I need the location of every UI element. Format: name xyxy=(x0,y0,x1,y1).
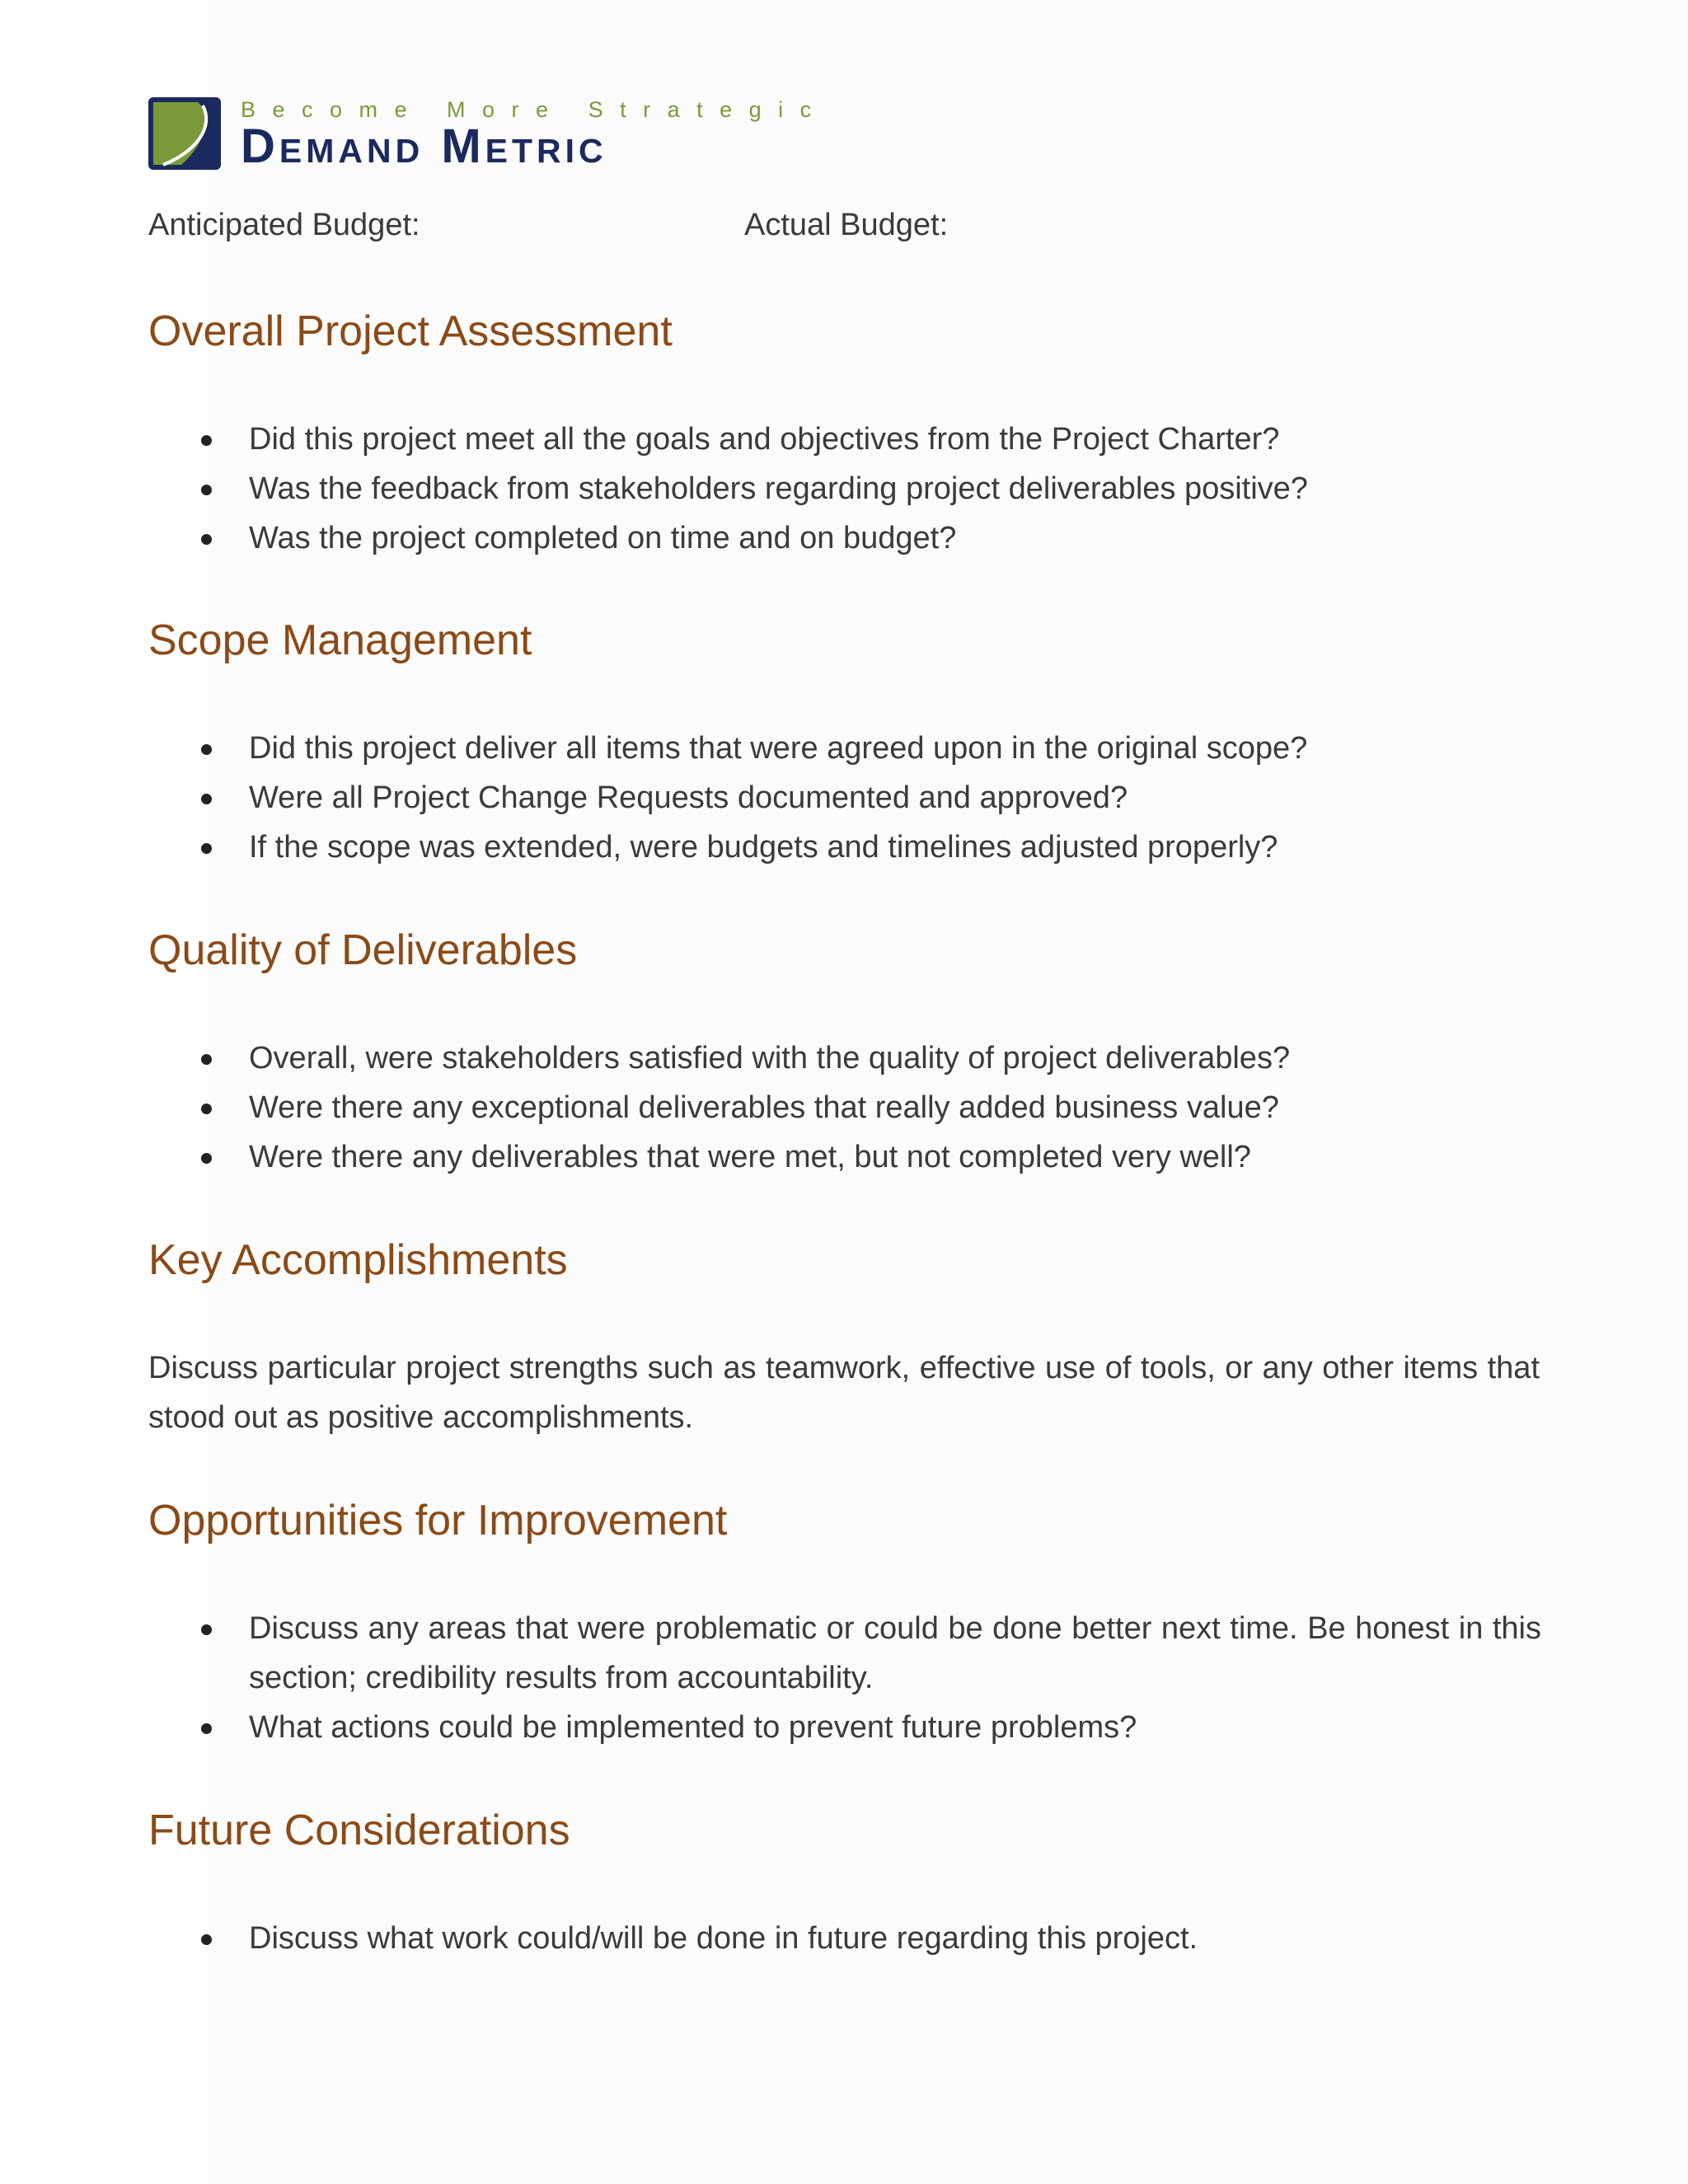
list-item-text: Did this project meet all the goals and objectives from the Project Charter? xyxy=(249,422,1280,457)
list-item-text: Did this project deliver all items that were agreed upon in the original scope? xyxy=(249,731,1308,766)
list-item-text: Were all Project Change Requests documented and approved? xyxy=(249,780,1128,815)
opportunities-for-improvement-list xyxy=(148,1604,1541,1752)
section-heading-future-considerations: Future Considerations xyxy=(148,1807,570,1854)
section-heading-opportunities-for-improvement: Opportunities for Improvement xyxy=(148,1497,728,1544)
bullet-icon xyxy=(201,485,212,495)
bullet-icon xyxy=(201,534,212,545)
list-item-text: If the scope was extended, were budgets and timelines adjusted properly? xyxy=(249,830,1278,865)
company-logo xyxy=(148,97,828,173)
bullet-icon xyxy=(201,1723,212,1734)
demand-metric-logo-icon xyxy=(148,97,221,170)
bullet-icon xyxy=(201,744,212,755)
list-item xyxy=(148,823,1541,872)
key-accomplishments-paragraph: Discuss particular project strengths such as teamwork, effective use of tools, or any other items that stood out as positive accomplishments. xyxy=(148,1351,1540,1435)
bullet-icon xyxy=(201,435,212,446)
future-considerations-list xyxy=(148,1914,1541,1963)
logo-tagline: Become More Strategic xyxy=(241,97,828,122)
list-item-text: Overall, were stakeholders satisfied with the quality of project deliverables? xyxy=(249,1041,1291,1076)
anticipated-budget-label: Anticipated Budget: xyxy=(148,208,420,242)
section-heading-scope-management: Scope Management xyxy=(148,616,532,664)
section-heading-key-accomplishments: Key Accomplishments xyxy=(148,1236,568,1284)
list-item xyxy=(148,415,1541,464)
list-item xyxy=(148,1703,1541,1752)
scope-management-list xyxy=(148,724,1541,872)
list-item xyxy=(148,1083,1541,1132)
quality-of-deliverables-list xyxy=(148,1033,1541,1182)
logo-wordmark: Demand Metric xyxy=(241,120,607,173)
list-item-text: Were there any deliverables that were met, but not completed very well? xyxy=(249,1140,1251,1174)
list-item-text: Discuss what work could/will be done in future regarding this project. xyxy=(249,1921,1198,1956)
bullet-icon xyxy=(201,1104,212,1114)
section-heading-quality-of-deliverables: Quality of Deliverables xyxy=(148,926,578,974)
list-item-text: Discuss any areas that were problematic or could be done better next time. Be honest in this section; credibility results from accountability. xyxy=(249,1611,1541,1695)
list-item xyxy=(148,1033,1541,1083)
bullet-icon xyxy=(201,1934,212,1945)
list-item xyxy=(148,724,1541,773)
list-item xyxy=(148,773,1541,823)
list-item xyxy=(148,1914,1541,1963)
actual-budget-label: Actual Budget: xyxy=(744,208,949,242)
bullet-icon xyxy=(201,794,212,804)
bullet-icon xyxy=(201,1054,212,1065)
list-item-text: Were there any exceptional deliverables that really added business value? xyxy=(249,1090,1279,1125)
bullet-icon xyxy=(201,1624,212,1635)
list-item-text: What actions could be implemented to prevent future problems? xyxy=(249,1710,1137,1745)
list-item xyxy=(148,1604,1541,1703)
list-item-text: Was the project completed on time and on budget? xyxy=(249,521,957,555)
bullet-icon xyxy=(201,1153,212,1164)
section-heading-overall-assessment: Overall Project Assessment xyxy=(148,307,673,355)
overall-assessment-list xyxy=(148,415,1541,563)
list-item xyxy=(148,1132,1541,1182)
list-item-text: Was the feedback from stakeholders regarding project deliverables positive? xyxy=(249,471,1308,506)
list-item xyxy=(148,513,1541,563)
list-item xyxy=(148,464,1541,513)
bullet-icon xyxy=(201,843,212,854)
